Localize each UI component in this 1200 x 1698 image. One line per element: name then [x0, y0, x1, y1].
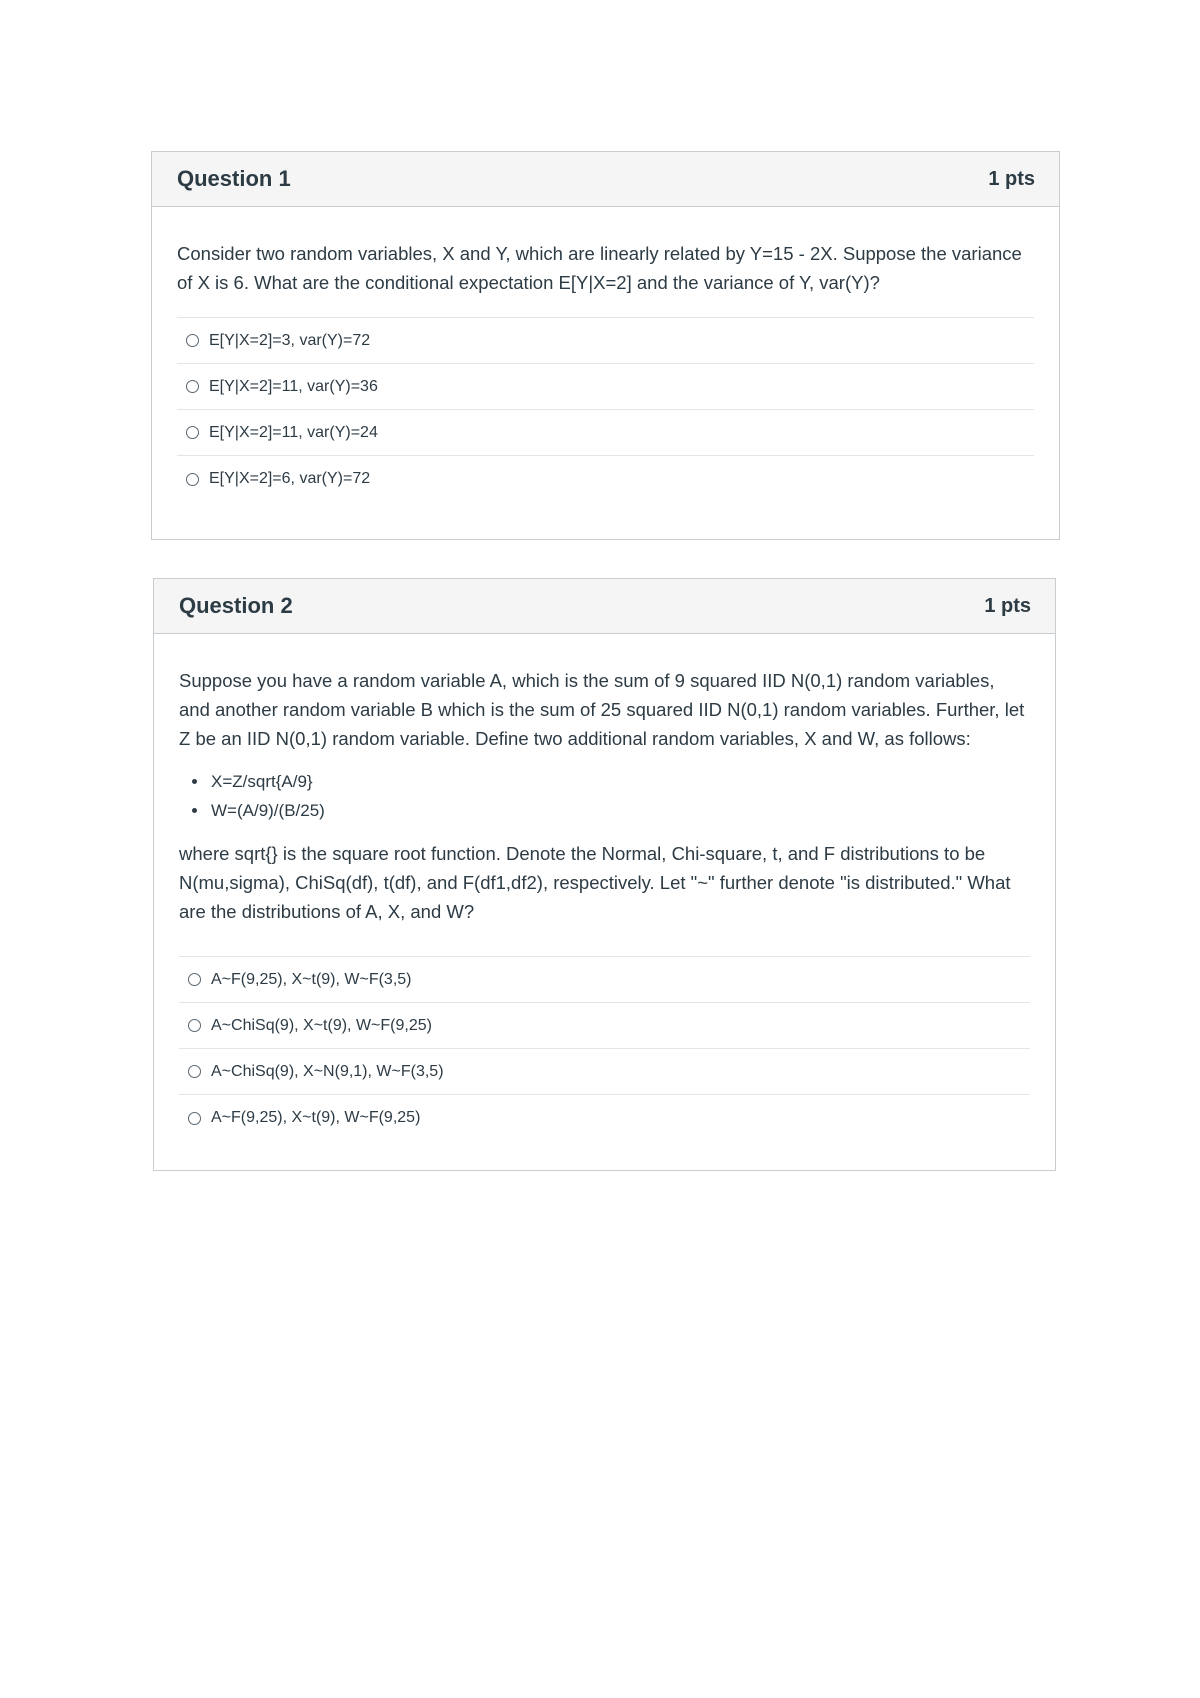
answer-label: E[Y|X=2]=6, var(Y)=72: [209, 470, 371, 487]
bullet-item: • X=Z/sqrt{A/9}: [209, 767, 1030, 796]
question-1-answer-4[interactable]: [177, 456, 1034, 502]
radio-button[interactable]: [186, 334, 199, 347]
answer-label: A~F(9,25), X~t(9), W~F(9,25): [211, 1109, 421, 1126]
question-2-bullet-list: [179, 767, 1030, 825]
question-1-answer-2[interactable]: [177, 364, 1034, 410]
answer-label: E[Y|X=2]=11, var(Y)=36: [209, 377, 378, 395]
question-2-text-continued: where sqrt{} is the square root function. Denote the Normal, Chi-square, t, and F distributions to be N(mu,sigma), ChiSq(df), t(df), and F(df1,df2), respectively. Let "~" further denote "is distributed." What are the distributions of A, X, and W?: [179, 843, 1011, 922]
question-2-points: 1 pts: [984, 594, 1031, 617]
question-1-card: [151, 151, 1060, 540]
question-2-body: [154, 634, 1055, 1141]
radio-button[interactable]: [186, 426, 199, 439]
radio-button[interactable]: [186, 473, 199, 486]
question-2-text: Suppose you have a random variable A, which is the sum of 9 squared IID N(0,1) random variables, and another random variable B which is the sum of 25 squared IID N(0,1) random variables. Further, let Z be an IID N(0,1) random variable. Define two additional random variables, X and W, as follows:: [179, 670, 1025, 749]
radio-button[interactable]: [188, 973, 201, 986]
question-2-title: Question 2: [179, 593, 293, 618]
question-1-points: 1 pts: [988, 167, 1035, 190]
question-2-answer-1[interactable]: [179, 957, 1030, 1003]
question-2-header: [154, 579, 1055, 634]
question-1-text: Consider two random variables, X and Y, which are linearly related by Y=15 - 2X. Suppose the variance of X is 6. What are the conditional expectation E[Y|X=2] and the variance of Y, var(Y)?: [177, 243, 1022, 293]
bullet-item: • W=(A/9)/(B/25): [209, 796, 1030, 825]
answer-label: E[Y|X=2]=3, var(Y)=72: [209, 331, 371, 349]
radio-button[interactable]: [188, 1019, 201, 1032]
answer-label: A~ChiSq(9), X~t(9), W~F(9,25): [211, 1016, 432, 1034]
question-2-card: [153, 578, 1056, 1171]
question-1-title: Question 1: [177, 166, 291, 191]
question-1-answer-3[interactable]: [177, 410, 1034, 456]
question-1-body: [152, 207, 1059, 502]
question-2-answer-2[interactable]: [179, 1003, 1030, 1049]
answer-label: A~F(9,25), X~t(9), W~F(3,5): [211, 970, 412, 988]
radio-button[interactable]: [188, 1112, 201, 1125]
question-2-answer-3[interactable]: [179, 1049, 1030, 1095]
question-1-header: [152, 152, 1059, 207]
radio-button[interactable]: [186, 380, 199, 393]
question-1-answers: [177, 317, 1034, 502]
question-2-answer-4[interactable]: [179, 1095, 1030, 1141]
question-2-answers: [179, 956, 1030, 1141]
answer-label: A~ChiSq(9), X~N(9,1), W~F(3,5): [211, 1062, 444, 1080]
answer-label: E[Y|X=2]=11, var(Y)=24: [209, 423, 378, 441]
radio-button[interactable]: [188, 1065, 201, 1078]
question-1-answer-1[interactable]: [177, 318, 1034, 364]
